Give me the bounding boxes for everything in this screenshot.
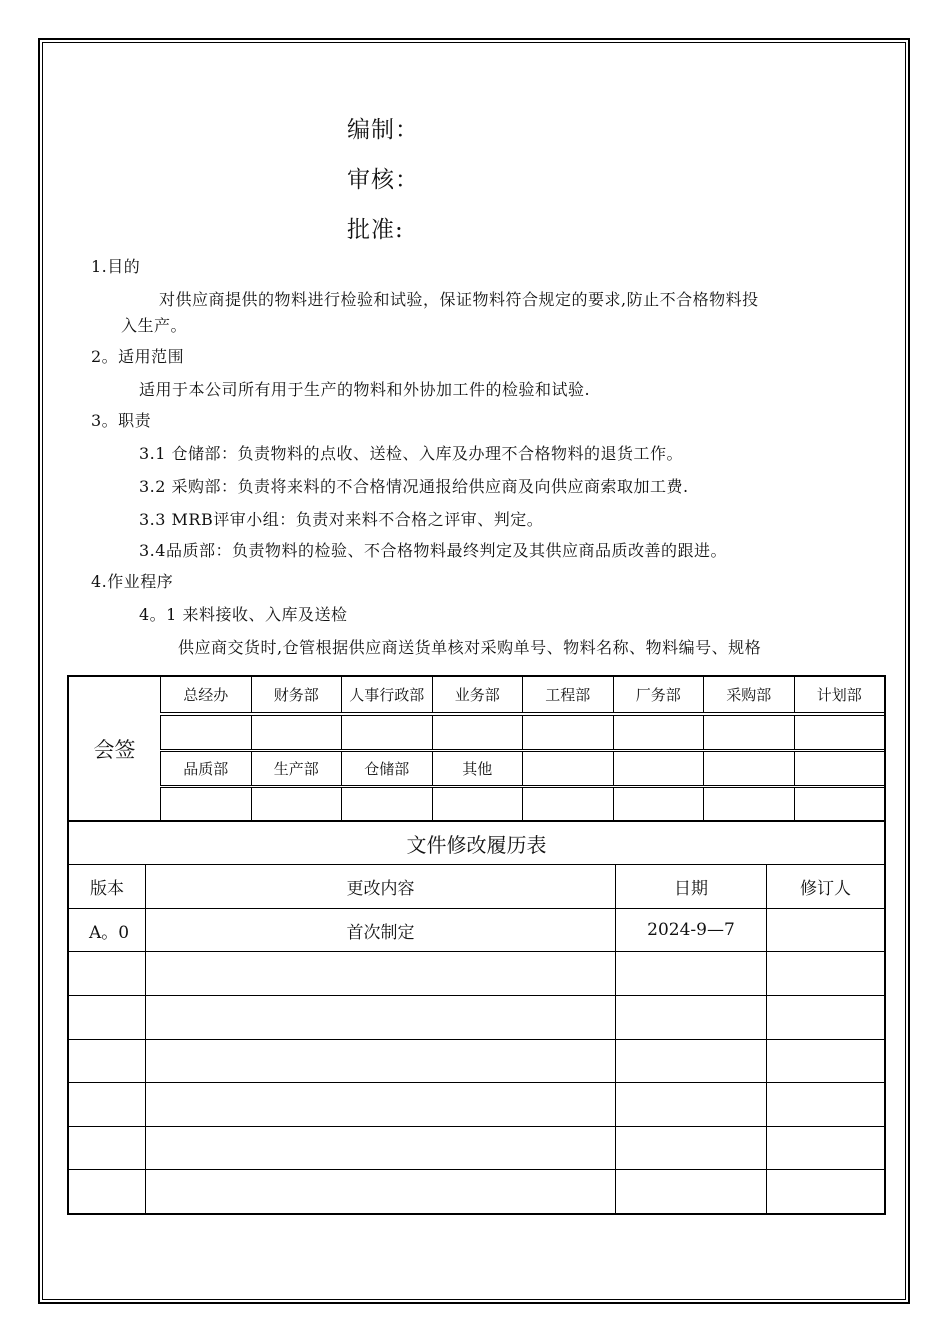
countersign-grid xyxy=(160,677,884,820)
change-content-cell xyxy=(145,1040,615,1082)
countersign-dept-row-1 xyxy=(160,677,884,712)
dept-cell: 计划部 xyxy=(794,677,885,712)
grid-line xyxy=(160,712,884,713)
header-version: 版本 xyxy=(90,879,124,899)
dept-cell: 生产部 xyxy=(251,751,342,785)
signature-cell[interactable] xyxy=(432,715,523,749)
date-cell xyxy=(615,1083,766,1126)
reviser-cell xyxy=(766,996,884,1039)
revision-history-table xyxy=(67,821,886,1215)
change-content-cell xyxy=(145,1127,615,1169)
reviser-cell xyxy=(766,909,884,951)
section-3-1-text: 3.1 仓储部：负责物料的点收、送检、入库及办理不合格物料的退货工作。 xyxy=(139,444,684,463)
section-2-title: 2。适用范围 xyxy=(91,347,185,366)
grid-line xyxy=(160,749,884,750)
reviser-cell xyxy=(766,1170,884,1213)
revision-table-title: 文件修改履历表 xyxy=(69,821,884,865)
signature-cell[interactable] xyxy=(794,715,885,749)
dept-cell: 仓储部 xyxy=(341,751,432,785)
signature-cell[interactable] xyxy=(341,715,432,749)
date-cell: 2024-9—7 xyxy=(615,909,766,951)
change-content-cell xyxy=(145,1170,615,1213)
dept-cell: 人事行政部 xyxy=(341,677,432,712)
section-3-3-text: 3.3 MRB评审小组：负责对来料不合格之评审、判定。 xyxy=(139,510,544,529)
change-content-cell xyxy=(145,952,615,995)
version-cell xyxy=(69,996,145,1039)
signature-cell[interactable] xyxy=(160,787,251,820)
signature-cell[interactable] xyxy=(613,715,704,749)
version-cell xyxy=(69,1127,145,1169)
section-4-title: 4.作业程序 xyxy=(91,572,174,591)
dept-cell: 财务部 xyxy=(251,677,342,712)
signature-cell[interactable] xyxy=(613,787,704,820)
section-3-title: 3。职责 xyxy=(91,411,152,430)
reviser-cell xyxy=(766,952,884,995)
section-4-1-text: 供应商交货时,仓管根据供应商送货单核对采购单号、物料名称、物料编号、规格 xyxy=(178,638,762,657)
dept-cell xyxy=(703,751,794,785)
reviser-cell xyxy=(766,1040,884,1082)
version-cell xyxy=(69,1040,145,1082)
section-3-4-text: 3.4品质部：负责物料的检验、不合格物料最终判定及其供应商品质改善的跟进。 xyxy=(139,541,727,560)
signature-cell[interactable] xyxy=(160,715,251,749)
countersign-sign-row-1 xyxy=(160,715,884,749)
grid-line xyxy=(160,785,884,786)
header-reviser: 修订人 xyxy=(766,865,884,908)
section-4-1-title: 4。1 来料接收、入库及送检 xyxy=(139,605,348,624)
version-cell xyxy=(69,952,145,995)
date-cell xyxy=(615,1127,766,1169)
date-cell xyxy=(615,996,766,1039)
reviser-cell xyxy=(766,1083,884,1126)
section-3-2-text: 3.2 采购部：负责将来料的不合格情况通报给供应商及向供应商索取加工费. xyxy=(139,477,689,496)
countersign-table xyxy=(67,675,886,822)
dept-cell: 工程部 xyxy=(522,677,613,712)
header-change-content: 更改内容 xyxy=(145,865,615,908)
version-cell xyxy=(69,1170,145,1213)
signature-cell[interactable] xyxy=(522,787,613,820)
countersign-label: 会签 xyxy=(93,737,136,762)
signature-cell[interactable] xyxy=(251,787,342,820)
section-1-text-line2: 入生产。 xyxy=(121,316,188,335)
change-content-cell: 首次制定 xyxy=(145,909,615,951)
signature-cell[interactable] xyxy=(522,715,613,749)
countersign-sign-row-2 xyxy=(160,787,884,820)
signature-cell[interactable] xyxy=(432,787,523,820)
reviser-cell xyxy=(766,1127,884,1169)
revision-header-row xyxy=(69,865,884,909)
section-2-text: 适用于本公司所有用于生产的物料和外协加工件的检验和试验. xyxy=(139,380,591,399)
change-content-cell xyxy=(145,1083,615,1126)
date-cell xyxy=(615,1040,766,1082)
approved-by-label: 批准: xyxy=(347,217,404,243)
signature-cell[interactable] xyxy=(341,787,432,820)
revision-row xyxy=(69,996,884,1040)
dept-cell: 业务部 xyxy=(432,677,523,712)
reviewed-by-label: 审核： xyxy=(347,167,419,193)
revision-row xyxy=(69,1170,884,1213)
dept-cell xyxy=(522,751,613,785)
revision-row xyxy=(69,952,884,996)
dept-cell: 其他 xyxy=(432,751,523,785)
date-cell xyxy=(615,952,766,995)
version-cell xyxy=(69,1083,145,1126)
version-cell: A。0 xyxy=(89,922,130,943)
dept-cell xyxy=(794,751,885,785)
section-1-text-line1: 对供应商提供的物料进行检验和试验，保证物料符合规定的要求,防止不合格物料投 xyxy=(159,290,759,309)
dept-cell xyxy=(613,751,704,785)
signature-cell[interactable] xyxy=(251,715,342,749)
section-1-title: 1.目的 xyxy=(91,257,141,276)
prepared-by-label: 编制： xyxy=(347,117,419,143)
revision-row xyxy=(69,1083,884,1127)
revision-row xyxy=(69,1040,884,1083)
dept-cell: 采购部 xyxy=(703,677,794,712)
signature-cell[interactable] xyxy=(703,715,794,749)
date-cell xyxy=(615,1170,766,1213)
dept-cell: 品质部 xyxy=(160,751,251,785)
revision-row xyxy=(69,1127,884,1170)
revision-row xyxy=(69,909,884,952)
header-date: 日期 xyxy=(615,865,766,908)
dept-cell: 总经办 xyxy=(160,677,251,712)
signature-cell[interactable] xyxy=(794,787,885,820)
dept-cell: 厂务部 xyxy=(613,677,704,712)
countersign-dept-row-2 xyxy=(160,751,884,785)
change-content-cell xyxy=(145,996,615,1039)
signature-cell[interactable] xyxy=(703,787,794,820)
